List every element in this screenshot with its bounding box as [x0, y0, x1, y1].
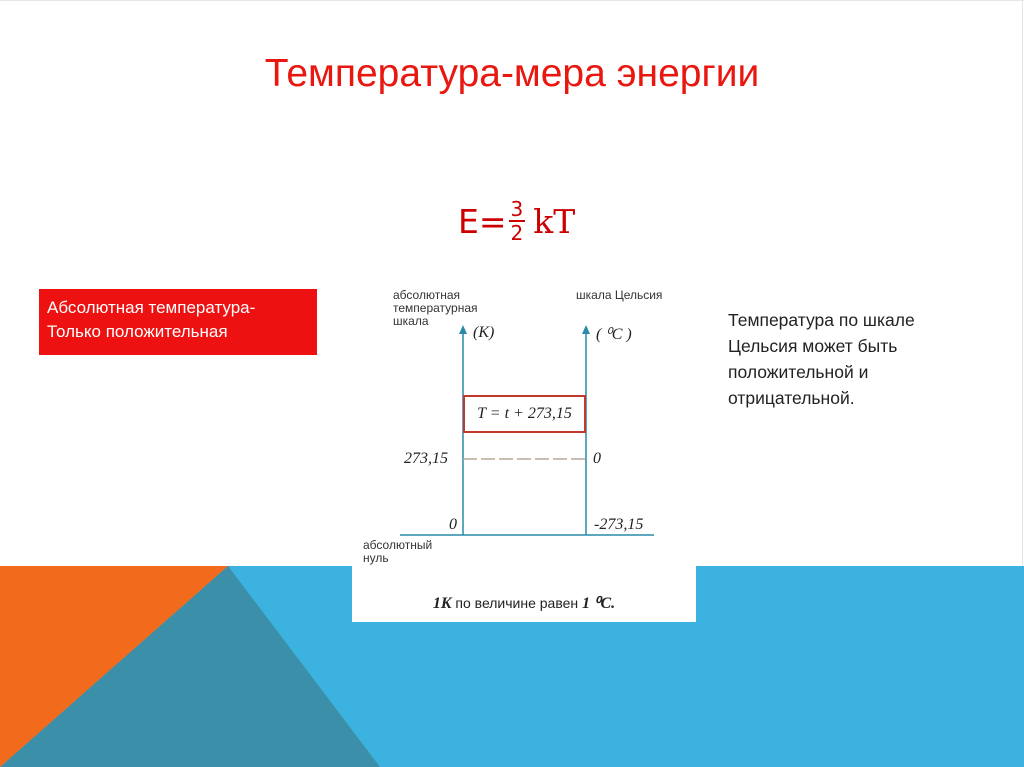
label-line: абсолютный: [363, 538, 433, 552]
absolute-temperature-note: [39, 289, 317, 355]
celsius-note: [728, 307, 1008, 411]
formula-numerator: 3: [510, 197, 524, 221]
temperature-scale-diagram: [352, 280, 696, 622]
energy-formula: [458, 186, 575, 256]
footnote-text: по величине равен: [451, 595, 583, 611]
label-line: шкала: [393, 314, 429, 328]
celsius-zero-label: 0: [593, 450, 601, 467]
formula-fraction: [509, 198, 526, 244]
celsius-scale-label: шкала Цельсия: [576, 288, 663, 302]
note-line: Только положительная: [47, 322, 228, 341]
note-line: Цельсия может быть: [728, 336, 898, 356]
kelvin-zero-label: 0: [449, 516, 457, 533]
label-line: абсолютная: [393, 288, 460, 302]
celsius-min-label: -273,15: [594, 516, 644, 533]
footnote-celsius: 1 ⁰C.: [582, 595, 616, 612]
kelvin-scale-label: [393, 289, 478, 328]
kelvin-unit: (K): [473, 324, 495, 341]
absolute-zero-label: [363, 539, 432, 565]
note-line: отрицательной.: [728, 388, 855, 408]
conversion-formula: T = t + 273,15: [463, 395, 586, 433]
note-line: Абсолютная температура-: [47, 298, 256, 317]
formula-lhs: E=: [458, 201, 507, 241]
note-line: Температура по шкале: [728, 310, 915, 330]
diagram-footnote: [352, 593, 696, 613]
label-line: нуль: [363, 551, 389, 565]
celsius-unit: ( ⁰C ): [596, 326, 632, 343]
label-line: температурная: [393, 301, 478, 315]
note-line: положительной и: [728, 362, 869, 382]
footnote-kelvin: 1K: [432, 595, 452, 612]
formula-rhs: kT: [533, 201, 576, 241]
formula-denominator: 2: [510, 221, 524, 245]
kelvin-273-label: 273,15: [404, 450, 448, 467]
slide-title: Температура-мера энергии: [264, 52, 760, 95]
